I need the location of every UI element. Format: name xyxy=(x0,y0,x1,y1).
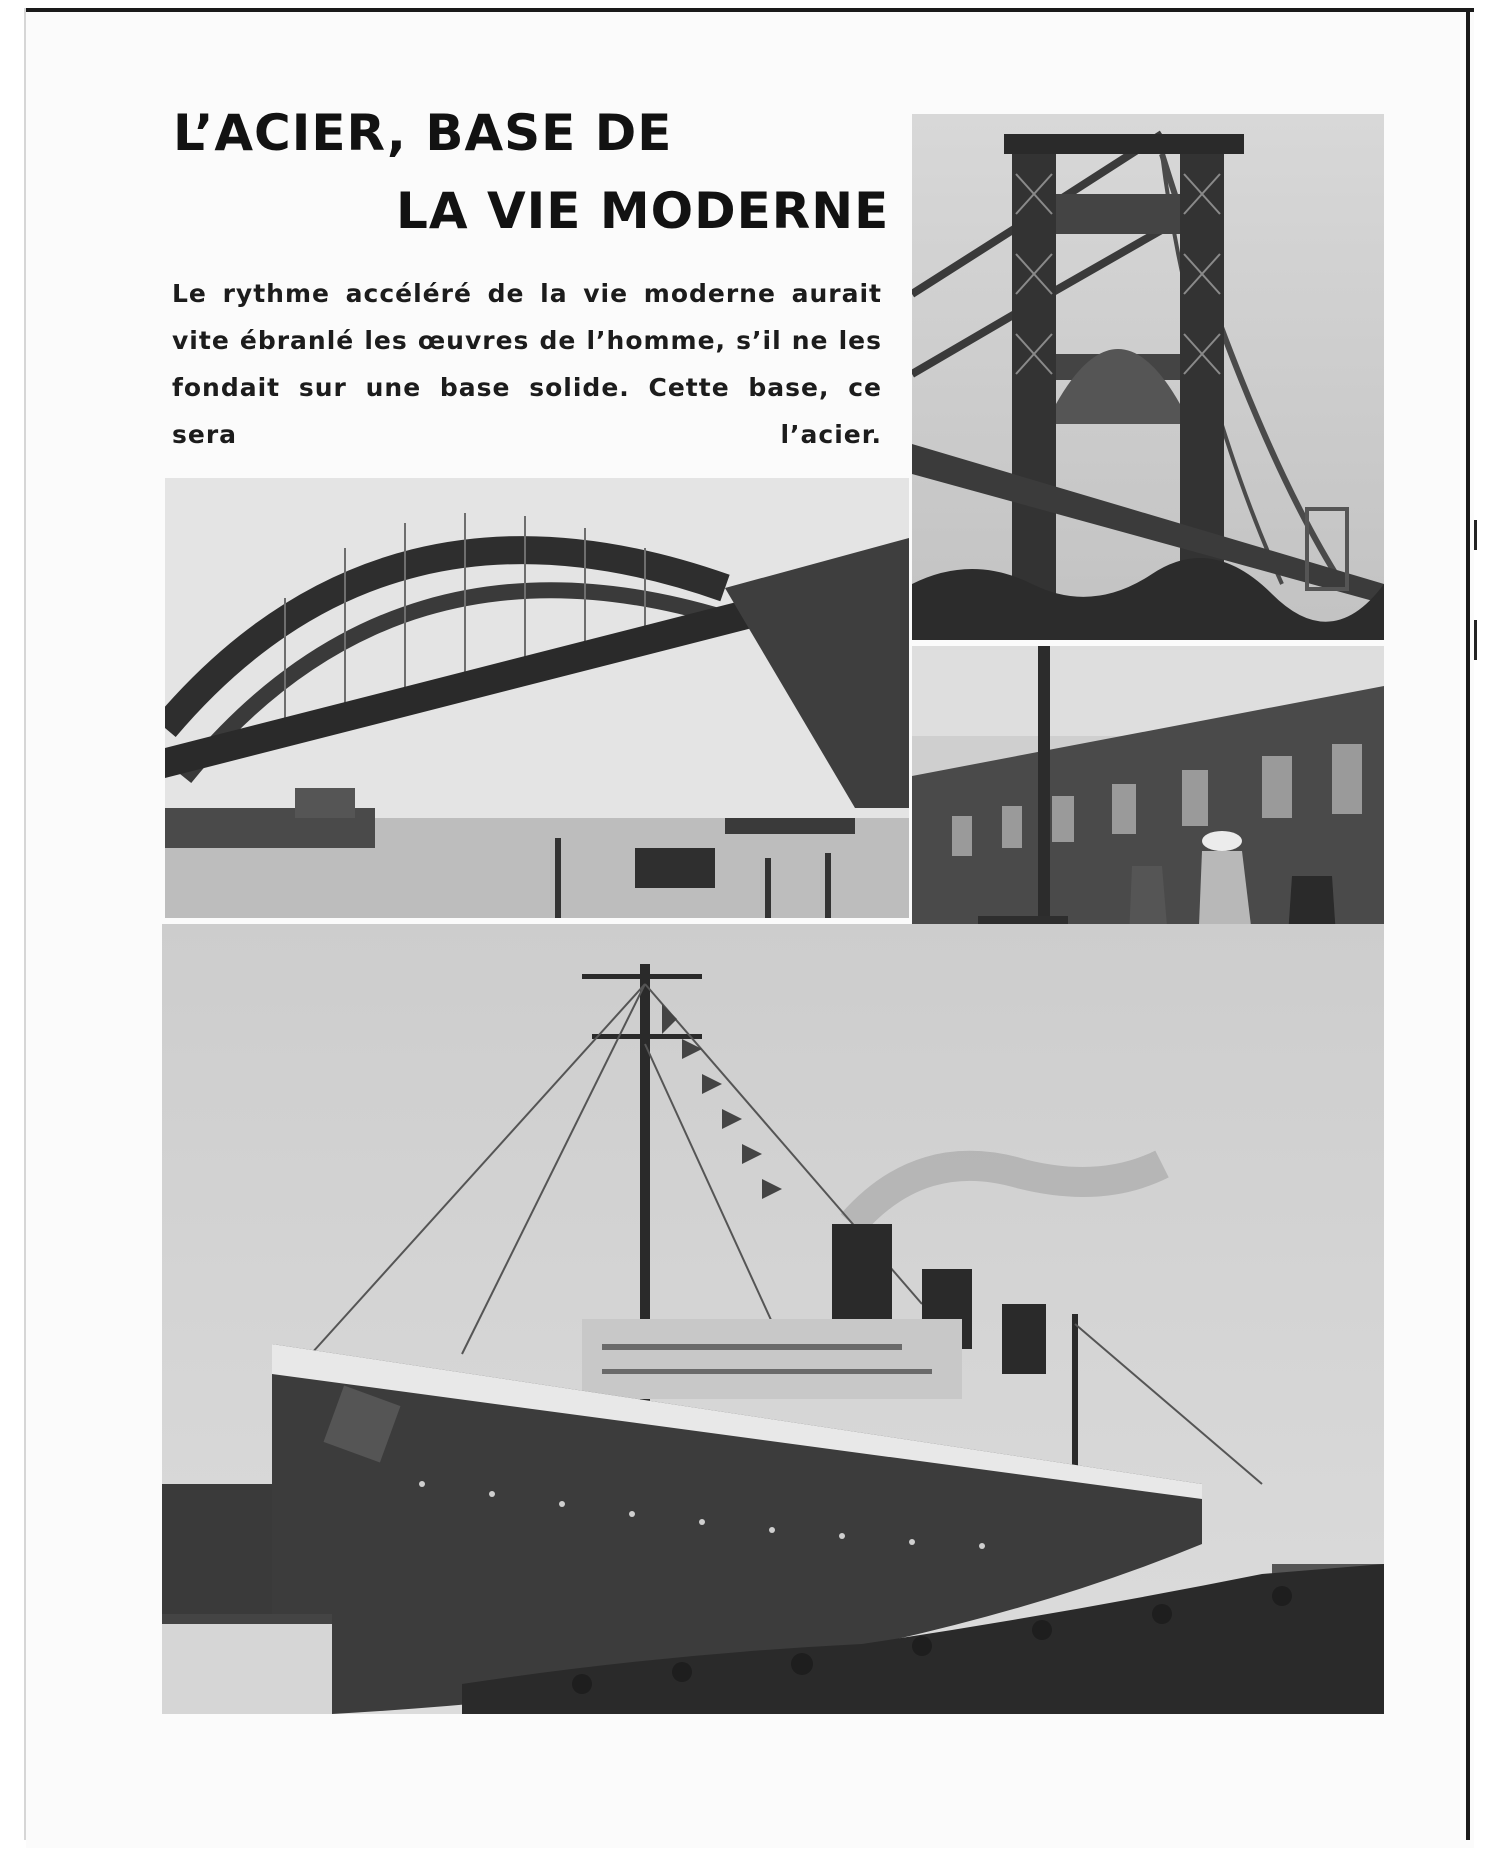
binding-mark xyxy=(1474,620,1477,660)
article-intro: Le rythme accéléré de la vie moderne aurait vite ébranlé les œuvres de l’homme, s’il ne les fondait sur une base solide. Cette base, ce sera l’acier. xyxy=(172,279,882,449)
binding-mark xyxy=(1474,520,1477,550)
article-title-line-1: L’ACIER, BASE DE xyxy=(173,104,673,162)
page-edge-right xyxy=(1466,8,1470,1840)
suspension-bridge-tower-photo xyxy=(912,114,1384,640)
page-edge-left xyxy=(24,8,26,1840)
article-title-line-2: LA VIE MODERNE xyxy=(396,182,890,240)
ocean-liner-launch-photo xyxy=(162,924,1384,1714)
steel-arch-bridge-photo xyxy=(165,478,909,918)
